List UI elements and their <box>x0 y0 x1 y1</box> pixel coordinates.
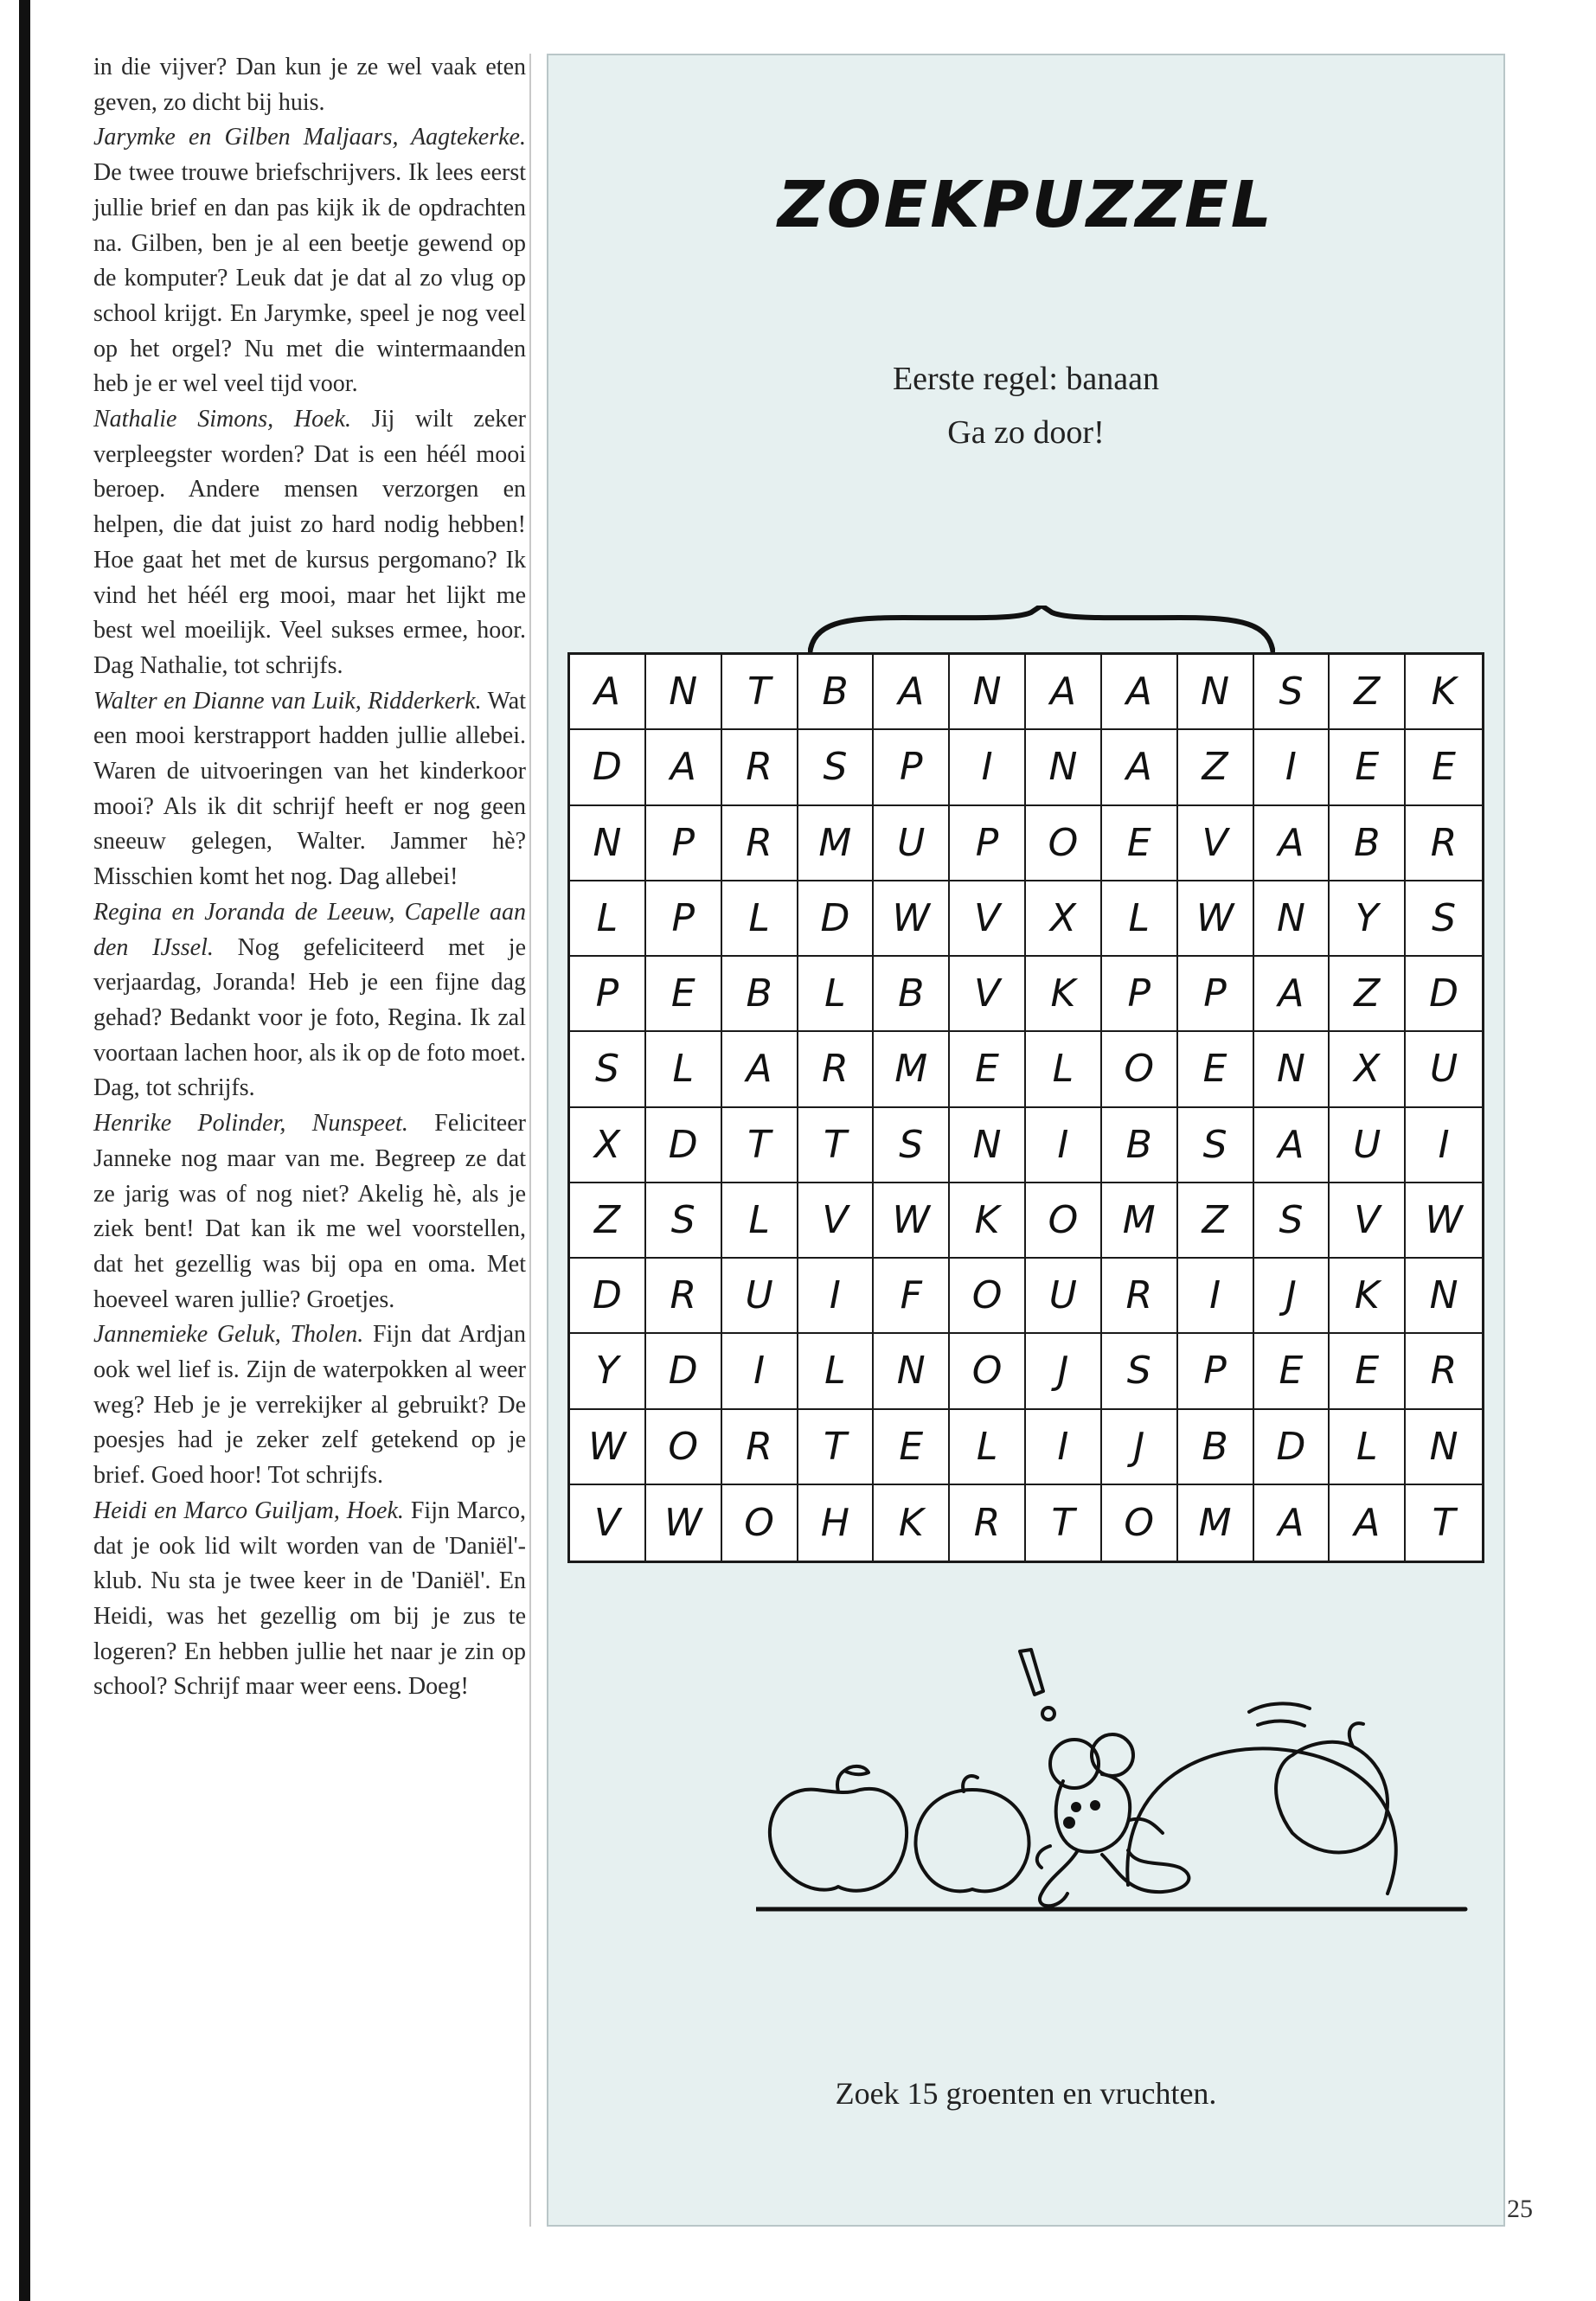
grid-cell: X <box>1330 1032 1406 1107</box>
grid-cell: S <box>1102 1334 1178 1409</box>
exclamation-icon <box>1020 1650 1054 1720</box>
grid-cell: T <box>722 655 798 730</box>
grid-cell: U <box>874 806 950 881</box>
grid-cell: U <box>1026 1259 1102 1334</box>
grid-cell: L <box>798 1334 875 1409</box>
grid-cell: R <box>798 1032 875 1107</box>
grid-cell: O <box>646 1410 722 1485</box>
grid-cell: L <box>646 1032 722 1107</box>
grid-cell: B <box>798 655 875 730</box>
grid-cell: D <box>1406 957 1482 1032</box>
grid-cell: N <box>1178 655 1254 730</box>
grid-cell: R <box>1406 1334 1482 1409</box>
grid-cell: L <box>722 1183 798 1259</box>
grid-cell: S <box>646 1183 722 1259</box>
grid-cell: I <box>722 1334 798 1409</box>
grid-cell: W <box>570 1410 646 1485</box>
letter-text: De twee trouwe briefschrijvers. Ik lees eerst jullie brief en dan pas kijk ik de opdrachten na. Gilben, ben je al een beetje gewend op de komputer? Leuk dat je dat al zo vlug op school krijgt. En Jarymke, speel je nog veel op het orgel? Nu met die wintermaanden heb je er wel veel tijd voor. <box>93 159 526 398</box>
grid-cell: J <box>1254 1259 1330 1334</box>
textured-fruit-icon <box>915 1776 1029 1891</box>
grid-cell: K <box>874 1485 950 1561</box>
letter-sender: Henrike Polinder, Nunspeet. <box>93 1110 408 1138</box>
grid-cell: K <box>1026 957 1102 1032</box>
page-number: 25 <box>1507 2195 1533 2223</box>
grid-cell: E <box>1178 1032 1254 1107</box>
letter-paragraph <box>93 50 526 120</box>
grid-cell: K <box>1330 1259 1406 1334</box>
letter-paragraph <box>93 1494 526 1705</box>
letters-column <box>93 50 526 1705</box>
grid-cell: B <box>874 957 950 1032</box>
grid-cell: J <box>1102 1410 1178 1485</box>
grid-cell: P <box>646 881 722 957</box>
grid-cell: X <box>570 1108 646 1183</box>
grid-cell: D <box>1254 1410 1330 1485</box>
grid-cell: A <box>1102 655 1178 730</box>
grid-cell: O <box>722 1485 798 1561</box>
letter-sender: Walter en Dianne van Luik, Ridderkerk. <box>93 687 482 715</box>
column-divider <box>529 54 531 2227</box>
letter-grid <box>567 652 1484 1563</box>
grid-cell: U <box>1330 1108 1406 1183</box>
letter-paragraph <box>93 895 526 1106</box>
grid-cell: I <box>1406 1108 1482 1183</box>
grid-cell: W <box>874 881 950 957</box>
grid-cell: D <box>570 1259 646 1334</box>
grid-cell: D <box>570 730 646 805</box>
letter-paragraph <box>93 1317 526 1494</box>
grid-cell: Z <box>1330 655 1406 730</box>
first-row-brace <box>808 606 1275 657</box>
grid-cell: P <box>874 730 950 805</box>
grid-cell: S <box>1254 1183 1330 1259</box>
grid-cell: P <box>950 806 1026 881</box>
grid-cell: A <box>1254 957 1330 1032</box>
grid-cell: S <box>570 1032 646 1107</box>
grid-cell: S <box>1406 881 1482 957</box>
letter-text: Feliciteer Janneke nog maar van me. Begreep ze dat ze jarig was of nog niet? Akelig hè, als je ziek bent! Dat kan ik me wel voorstellen, dat het gezellig was bij opa en oma. Met hoeveel waren jullie? Groetjes. <box>93 1110 526 1313</box>
grid-cell: N <box>1406 1259 1482 1334</box>
grid-cell: P <box>1178 1334 1254 1409</box>
grid-cell: O <box>950 1259 1026 1334</box>
grid-cell: E <box>874 1410 950 1485</box>
grid-cell: A <box>1026 655 1102 730</box>
grid-cell: R <box>950 1485 1026 1561</box>
grid-cell: T <box>1026 1485 1102 1561</box>
grid-cell: I <box>1026 1108 1102 1183</box>
grid-cell: M <box>874 1032 950 1107</box>
grid-cell: I <box>1026 1410 1102 1485</box>
grid-cell: R <box>646 1259 722 1334</box>
grid-cell: A <box>1102 730 1178 805</box>
grid-cell: N <box>1406 1410 1482 1485</box>
grid-cell: Z <box>1178 730 1254 805</box>
grid-cell: O <box>950 1334 1026 1409</box>
grid-cell: V <box>950 881 1026 957</box>
letter-sender: Heidi en Marco Guiljam, Hoek. <box>93 1497 404 1524</box>
mouse-and-fruit-illustration <box>756 1634 1474 1980</box>
grid-cell: M <box>1102 1183 1178 1259</box>
grid-cell: K <box>1406 655 1482 730</box>
grid-cell: P <box>1178 957 1254 1032</box>
grid-cell: R <box>722 1410 798 1485</box>
apple-icon <box>770 1766 907 1891</box>
grid-cell: L <box>722 881 798 957</box>
grid-cell: T <box>798 1108 875 1183</box>
grid-cell: V <box>1178 806 1254 881</box>
grid-cell: X <box>1026 881 1102 957</box>
grid-cell: D <box>798 881 875 957</box>
grid-cell: I <box>798 1259 875 1334</box>
grid-cell: A <box>722 1032 798 1107</box>
grid-cell: V <box>570 1485 646 1561</box>
grid-cell: U <box>722 1259 798 1334</box>
grid-cell: W <box>1178 881 1254 957</box>
grid-cell: A <box>1254 1108 1330 1183</box>
grid-cell: E <box>1406 730 1482 805</box>
grid-cell: E <box>1254 1334 1330 1409</box>
puzzle-footer-instruction: Zoek 15 groenten en vruchten. <box>835 2076 1217 2111</box>
grid-cell: W <box>874 1183 950 1259</box>
grid-cell: B <box>1102 1108 1178 1183</box>
grid-cell: W <box>1406 1183 1482 1259</box>
grid-cell: A <box>646 730 722 805</box>
grid-cell: A <box>1330 1485 1406 1561</box>
grid-cell: E <box>1330 1334 1406 1409</box>
grid-cell: A <box>874 655 950 730</box>
grid-cell: N <box>1254 1032 1330 1107</box>
letter-sender: Jannemieke Geluk, Tholen. <box>93 1321 364 1349</box>
grid-cell: D <box>646 1334 722 1409</box>
grid-cell: I <box>1178 1259 1254 1334</box>
puzzle-title: ZOEKPUZZEL <box>778 168 1274 242</box>
grid-cell: L <box>950 1410 1026 1485</box>
grid-cell: Y <box>570 1334 646 1409</box>
grid-cell: N <box>874 1334 950 1409</box>
grid-cell: I <box>1254 730 1330 805</box>
grid-cell: W <box>646 1485 722 1561</box>
grid-cell: R <box>722 806 798 881</box>
grid-cell: O <box>1102 1485 1178 1561</box>
grid-cell: L <box>1102 881 1178 957</box>
instruction-line-2: Ga zo door! <box>947 414 1105 451</box>
grid-cell: O <box>1026 1183 1102 1259</box>
letter-paragraph <box>93 684 526 895</box>
grid-cell: Z <box>1330 957 1406 1032</box>
grid-cell: Y <box>1330 881 1406 957</box>
letter-text: Jij wilt zeker verpleegster worden? Dat is een héél mooi beroep. Andere mensen verzorgen en helpen, die dat juist zo hard nodig hebben! Hoe gaat het met de kursus pergomano? Ik vind het héél erg mooi, maar het lijkt me best wel moeilijk. Veel sukses ermee, hoor. Dag Nathalie, tot schrijfs. <box>93 406 526 679</box>
grid-cell: J <box>1026 1334 1102 1409</box>
grid-cell: A <box>1254 806 1330 881</box>
grid-cell: S <box>874 1108 950 1183</box>
grid-cell: O <box>1026 806 1102 881</box>
letter-text: Wat een mooi kerstrapport hadden jullie allebei. Waren de uitvoeringen van het kinderkoor mooi? Als ik dit schrijf heeft er nog geen sneeuw gelegen, Walter. Jammer hè? Misschien komt het nog. Dag allebei! <box>93 687 526 891</box>
grid-cell: O <box>1102 1032 1178 1107</box>
grid-cell: L <box>570 881 646 957</box>
grid-cell: D <box>646 1108 722 1183</box>
grid-cell: P <box>1102 957 1178 1032</box>
letter-sender: Nathalie Simons, Hoek. <box>93 406 351 433</box>
grid-cell: B <box>1178 1410 1254 1485</box>
grid-cell: A <box>570 655 646 730</box>
grid-cell: T <box>1432 1500 1456 1545</box>
grid-cell: V <box>798 1183 875 1259</box>
puzzle-panel <box>547 54 1505 2227</box>
grid-cell: M <box>798 806 875 881</box>
grid-cell: N <box>1254 881 1330 957</box>
grid-cell: L <box>798 957 875 1032</box>
grid-cell: E <box>950 1032 1026 1107</box>
grid-cell: N <box>1026 730 1102 805</box>
grid-cell: S <box>798 730 875 805</box>
grid-cell: R <box>722 730 798 805</box>
grid-cell: M <box>1178 1485 1254 1561</box>
grid-cell: P <box>646 806 722 881</box>
grid-cell: P <box>570 957 646 1032</box>
instruction-line-1: Eerste regel: banaan <box>892 361 1160 397</box>
letter-paragraph <box>93 120 526 402</box>
grid-cell: N <box>950 1108 1026 1183</box>
grid-cell: V <box>950 957 1026 1032</box>
grid-cell: S <box>1178 1108 1254 1183</box>
grid-cell: N <box>950 655 1026 730</box>
grid-cell: F <box>874 1259 950 1334</box>
grid-cell: N <box>646 655 722 730</box>
grid-cell: K <box>950 1183 1026 1259</box>
grid-cell: Z <box>1178 1183 1254 1259</box>
grid-cell: V <box>1330 1183 1406 1259</box>
letter-text: Fijn dat Ardjan ook wel lief is. Zijn de waterpokken al weer weg? Heb je je verrekijker al gebruikt? De poesjes had je zeker zelf getekend op je brief. Goed hoor! Tot schrijfs. <box>93 1321 526 1490</box>
grid-cell: E <box>646 957 722 1032</box>
grid-cell: H <box>798 1485 875 1561</box>
grid-cell: L <box>1026 1032 1102 1107</box>
grid-cell: N <box>570 806 646 881</box>
letter-paragraph <box>93 402 526 684</box>
letter-text: Fijn Marco, dat je ook lid wilt worden van de 'Daniël'-klub. Nu sta je twee keer in de 'Daniël'. En Heidi, was het gezellig om bij je zus te logeren? En hebben jullie het naar je zin op school? Schrijf maar weer eens. Doeg! <box>93 1497 526 1701</box>
grid-cell: E <box>1330 730 1406 805</box>
grid-cell: A <box>1254 1485 1330 1561</box>
grid-cell: R <box>1102 1259 1178 1334</box>
letter-sender: Regina en Joranda de Leeuw, Capelle aan den IJssel. <box>93 898 526 961</box>
grid-cell: U <box>1406 1032 1482 1107</box>
left-edge-bar <box>19 0 30 2301</box>
grid-cell: S <box>1254 655 1330 730</box>
grid-cell: R <box>1406 806 1482 881</box>
letter-text: in die vijver? Dan kun je ze wel vaak eten geven, zo dicht bij huis. <box>93 54 526 116</box>
grid-cell: Z <box>570 1183 646 1259</box>
grid-cell: T <box>722 1108 798 1183</box>
grid-cell: I <box>950 730 1026 805</box>
grid-cell: E <box>1102 806 1178 881</box>
mouse-icon <box>1037 1734 1189 1906</box>
grid-cell: T <box>798 1410 875 1485</box>
grid-cell: B <box>1330 806 1406 881</box>
letter-sender: Jarymke en Gilben Maljaars, Aagtekerke. <box>93 124 526 151</box>
grid-cell: B <box>722 957 798 1032</box>
grid-cell: L <box>1330 1410 1406 1485</box>
letter-paragraph <box>93 1106 526 1317</box>
letter-text: Nog gefeliciteerd met je verjaardag, Joranda! Heb je een fijne dag gehad? Bedankt voor je foto, Regina. Ik zal voortaan lachen hoor, als ik op de foto moet. Dag, tot schrijfs. <box>93 933 527 1102</box>
